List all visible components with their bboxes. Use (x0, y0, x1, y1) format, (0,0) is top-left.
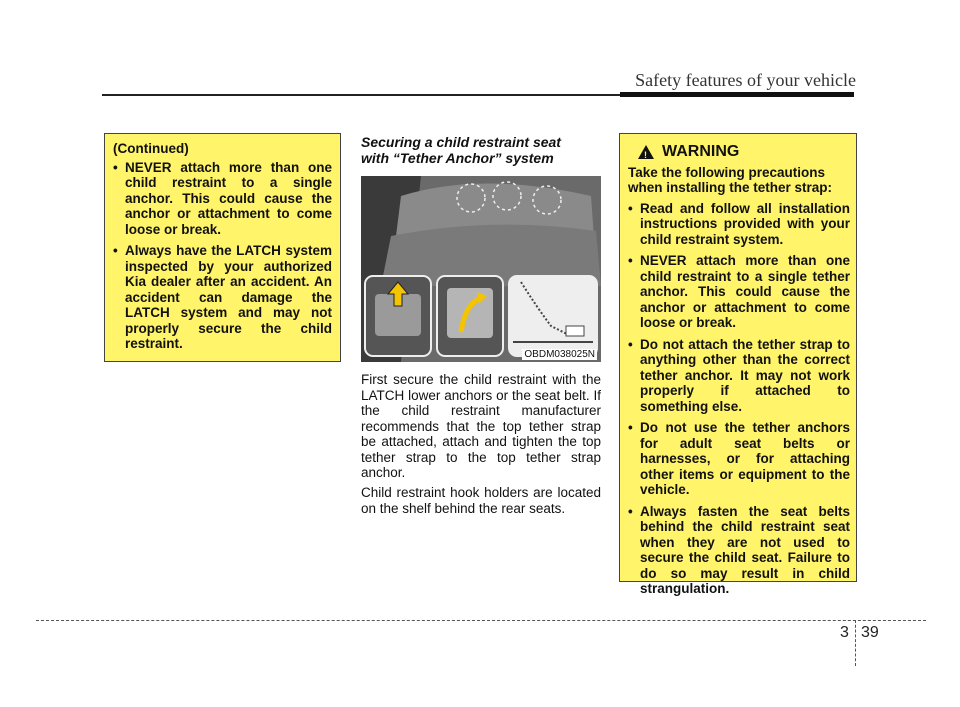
warning-intro: Take the following precautions when installing the tether strap: (628, 164, 833, 195)
tether-anchor-illustration (361, 176, 601, 362)
warning-list (628, 201, 850, 597)
warning-box (619, 133, 857, 596)
warning-item: • Always fasten the seat belts behind the child restraint seat when they are not used to secure the child seat. Failure to do so may result in child strangulation. (628, 504, 850, 597)
caution-list (113, 160, 332, 352)
caution-item: • Always have the LATCH system inspected by your authorized Kia dealer after an accident. An accident can damage the LATCH system and may not properly secure the child restraint. (113, 243, 332, 352)
section-title (361, 134, 601, 166)
warning-heading-text: WARNING (662, 143, 740, 160)
page-header-title: Safety features of your vehicle (635, 70, 856, 90)
footer-divider (855, 620, 856, 666)
warning-triangle-icon: ! (638, 145, 654, 159)
header-rule-accent (620, 92, 854, 97)
warning-item: • Read and follow all installation instructions provided with your child restraint system. (628, 201, 850, 248)
warning-item: • Do not attach the tether strap to anything other than the correct tether anchor. It may not work properly if attached to something else. (628, 337, 850, 415)
warning-item: • NEVER attach more than one child restraint to a single tether anchor. This could cause the anchor or attachment to come loose or break. (628, 253, 850, 331)
tether-anchor-figure (361, 176, 601, 362)
continued-label: (Continued) (113, 141, 189, 156)
page-number: 39 (861, 624, 879, 641)
warning-heading (638, 144, 850, 160)
caution-item: • NEVER attach more than one child restraint to a single anchor. This could cause the anchor or attachment to come loose or break. (113, 160, 332, 238)
figure-code: OBDM038025N (524, 349, 595, 360)
section-title-line2: with “Tether Anchor” system (361, 150, 554, 166)
section-title-line1: Securing a child restraint seat (361, 134, 561, 150)
body-paragraph: First secure the child restraint with the LATCH lower anchors or the seat belt. If the child restraint manufacturer recommends that the top tether strap be attached, attach and tighten the top tether strap to the top tether strap anchor. (361, 372, 601, 480)
footer-rule (36, 620, 926, 621)
warning-item: • Do not use the tether anchors for adult seat belts or harnesses, or for attaching other items or equipment to the vehicle. (628, 420, 850, 498)
body-paragraph: Child restraint hook holders are located on the shelf behind the rear seats. (361, 485, 601, 516)
chapter-number: 3 (840, 624, 849, 641)
caution-box-continued (104, 133, 341, 362)
